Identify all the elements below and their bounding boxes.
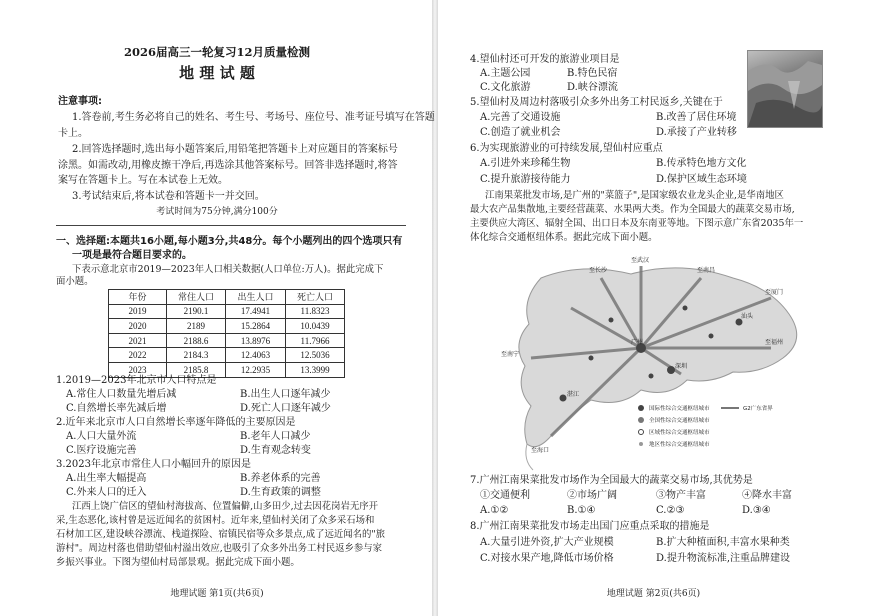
section1-heading: 一、选择题:本题共16小题,每小题3分,共48分。每个小题列出的四个选项只有 xyxy=(56,236,403,247)
q1-option-c[interactable]: C.自然增长率先减后增 xyxy=(66,403,167,414)
table-cell: 2020 xyxy=(109,319,167,334)
q1-option-b[interactable]: B.出生人口逐年减少 xyxy=(240,389,331,400)
table-cell: 12.4063 xyxy=(226,348,286,363)
table-cell: 11.7966 xyxy=(286,333,345,348)
q7-item-3: ③物产丰富 xyxy=(656,490,706,501)
notes-item-3: 3.考试结束后,将本试卷和答题卡一并交回。 xyxy=(72,191,265,202)
footer-right: 地理试题 第2页(共6页) xyxy=(606,589,701,599)
table-cell: 2023 xyxy=(109,362,167,377)
table-cell: 10.0439 xyxy=(286,319,345,334)
q4-stem: 4.望仙村还可开发的旅游业项目是 xyxy=(470,54,620,65)
q2-stem: 2.近年来北京市人口自然增长率逐年降低的主要原因是 xyxy=(56,417,296,428)
table-cell: 15.2864 xyxy=(226,319,286,334)
notes-item-2: 2.回答选择题时,选出每小题答案后,用铅笔把答题卡上对应题目的答案标号 xyxy=(72,144,398,155)
map-label: 至长沙 xyxy=(589,267,608,274)
q1-option-a[interactable]: A.常住人口数量先增后减 xyxy=(66,389,177,400)
q5-stem: 5.望仙村及周边村落吸引众多外出务工村民返乡,关键在于 xyxy=(470,97,723,108)
q6-option-a[interactable]: A.引进外来珍稀生物 xyxy=(480,158,571,169)
q4-option-b[interactable]: B.特色民宿 xyxy=(567,68,618,79)
q2-option-b[interactable]: B.老年人口减少 xyxy=(240,431,311,442)
q5-option-a[interactable]: A.完善了交通设施 xyxy=(480,112,561,123)
table-cell: 2184.3 xyxy=(167,348,226,363)
table-header-cell: 常住人口 xyxy=(167,290,226,305)
passage2-line: 采,生态恶化,该村曾是远近闻名的贫困村。近年来,望仙村关闭了众多采石场和 xyxy=(56,515,375,526)
legend-item: 全国性综合交通枢纽城市 xyxy=(649,418,710,424)
q7-option-a[interactable]: A.①② xyxy=(480,505,509,516)
exam-time: 考试时间为75分钟,满分100分 xyxy=(156,207,278,217)
population-table xyxy=(108,289,345,378)
q5-option-d[interactable]: D.承接了产业转移 xyxy=(656,127,737,138)
q3-option-c[interactable]: C.外来人口的迁入 xyxy=(66,487,147,498)
table-cell: 2185.8 xyxy=(167,362,226,377)
table-cell: 2022 xyxy=(109,348,167,363)
table-cell: 2190.1 xyxy=(167,304,226,319)
hub-shenzhen xyxy=(667,366,675,374)
q3-stem: 3.2023年北京市常住人口小幅回升的原因是 xyxy=(56,459,251,470)
map-label: 至厦门 xyxy=(765,289,784,296)
exam-title: 2026届高三一轮复习12月质量检测 xyxy=(123,45,310,59)
passage2-line: 石材加工区,建设峡谷漂流、栈道探险、宿镇民宿等众多景点,成了远近闻名的"旅 xyxy=(56,529,386,540)
q4-option-d[interactable]: D.峡谷漂流 xyxy=(567,82,618,93)
map-label: 广州 xyxy=(631,339,644,346)
table-cell: 12.5036 xyxy=(286,348,345,363)
table-cell: 12.2935 xyxy=(226,362,286,377)
table-header-cell: 死亡人口 xyxy=(286,290,345,305)
left-page xyxy=(0,0,434,616)
notes-item-1: 1.答卷前,考生务必将自己的姓名、考生号、考场号、座位号、准考证号填写在答题 xyxy=(72,112,435,123)
map-label: 至海口 xyxy=(531,447,550,454)
table-cell: 2189 xyxy=(167,319,226,334)
legend-item: 国际性综合交通枢纽城市 xyxy=(649,406,710,412)
table-row xyxy=(109,304,345,319)
q8-option-b[interactable]: B.扩大种植面积,丰富水果种类 xyxy=(656,537,790,548)
map-label: 至武汉 xyxy=(631,257,650,264)
q6-stem: 6.为实现旅游业的可持续发展,望仙村应重点 xyxy=(470,143,663,154)
q2-option-a[interactable]: A.人口大量外流 xyxy=(66,431,137,442)
table-cell: 13.3999 xyxy=(286,362,345,377)
q7-item-2: ②市场广阔 xyxy=(567,490,617,501)
legend-item: 地区性综合交通枢纽城市 xyxy=(649,442,710,448)
exam-subject: 地 理 试 题 xyxy=(179,64,255,82)
q6-option-c[interactable]: C.提升旅游接待能力 xyxy=(480,174,571,185)
passage2-line: 乡振兴事业。下图为望仙村局部景观。据此完成下面小题。 xyxy=(56,557,300,568)
table-cell: 17.4941 xyxy=(226,304,286,319)
q2-option-c[interactable]: C.医疗设施完善 xyxy=(66,445,137,456)
q4-option-a[interactable]: A.主题公园 xyxy=(480,68,531,79)
q2-option-d[interactable]: D.生育观念转变 xyxy=(240,445,311,456)
q7-option-b[interactable]: B.①④ xyxy=(567,505,596,516)
passage2-line: 江西上饶广信区的望仙村海拔高、位置偏僻,山多田少,过去因花岗岩无序开 xyxy=(72,501,378,512)
divider xyxy=(56,225,406,226)
q7-item-4: ④降水丰富 xyxy=(742,490,792,501)
legend-item: 区域性综合交通枢纽城市 xyxy=(649,430,710,436)
notes-item-2-cont2: 案写在答题卡上。写在本试卷上无效。 xyxy=(58,175,228,186)
q3-option-b[interactable]: B.养老体系的完善 xyxy=(240,473,321,484)
q1-3-intro-cont: 面小题。 xyxy=(56,276,94,287)
section1-heading-cont: 一项是最符合题目要求的。 xyxy=(72,250,192,261)
q1-option-d[interactable]: D.死亡人口逐年减少 xyxy=(240,403,331,414)
notes-item-2-cont: 涂黑。如需改动,用橡皮擦干净后,再选涂其他答案标号。回答非选择题时,将答 xyxy=(58,160,398,171)
q6-option-d[interactable]: D.保护区域生态环境 xyxy=(656,174,747,185)
map-label: 至南宁 xyxy=(501,351,520,358)
legend-item: G2广东省界 xyxy=(743,406,773,412)
notes-item-1-cont: 卡上。 xyxy=(58,128,88,139)
map-label: 深圳 xyxy=(675,363,688,370)
map-label: 汕头 xyxy=(741,313,754,320)
q7-stem: 7.广州江南果菜批发市场作为全国最大的蔬菜交易市场,其优势是 xyxy=(470,475,753,486)
table-cell: 2188.6 xyxy=(167,333,226,348)
passage3-line: 最大农产品集散地,主要经营蔬菜、水果两大类。作为全国最大的蔬菜交易市场, xyxy=(470,204,795,215)
table-row xyxy=(109,319,345,334)
q3-option-a[interactable]: A.出生率大幅提高 xyxy=(66,473,147,484)
table-header-cell: 年份 xyxy=(109,290,167,305)
q3-option-d[interactable]: D.生育政策的调整 xyxy=(240,487,321,498)
q8-stem: 8.广州江南果菜批发市场走出国门应重点采取的措施是 xyxy=(470,521,710,532)
table-cell: 2021 xyxy=(109,333,167,348)
map-label: 至南昌 xyxy=(697,267,716,274)
q4-option-c[interactable]: C.文化旅游 xyxy=(480,82,531,93)
q5-option-b[interactable]: B.改善了居住环境 xyxy=(656,112,737,123)
table-row xyxy=(109,333,345,348)
landscape-photo xyxy=(747,50,823,128)
q8-option-c[interactable]: C.对接水果产地,降低市场价格 xyxy=(480,553,614,564)
q1-3-intro: 下表示意北京市2019—2023年人口相关数据(人口单位:万人)。据此完成下 xyxy=(72,264,384,275)
table-cell: 13.8976 xyxy=(226,333,286,348)
table-cell: 11.8323 xyxy=(286,304,345,319)
table-row xyxy=(109,348,345,363)
q7-option-d[interactable]: D.③④ xyxy=(742,505,771,516)
notes-heading: 注意事项: xyxy=(58,96,102,107)
passage3-line: 江南果菜批发市场,是广州的"菜篮子",是国家级农业龙头企业,是华南地区 xyxy=(485,190,784,201)
q8-option-a[interactable]: A.大量引进外资,扩大产业规模 xyxy=(480,537,614,548)
table-cell: 2019 xyxy=(109,304,167,319)
q5-option-c[interactable]: C.创造了就业机会 xyxy=(480,127,561,138)
q7-item-1: ①交通便利 xyxy=(480,490,530,501)
table-header-row xyxy=(109,290,345,305)
passage3-line: 体化综合交通枢纽体系。据此完成下面小题。 xyxy=(470,232,658,243)
hub-zhanjiang xyxy=(560,395,567,402)
passage3-line: 主要供应大湾区、辐射全国、出口日本及东南亚等地。下图示意广东省2035年一 xyxy=(470,218,804,229)
map-label: 至福州 xyxy=(765,339,784,346)
q6-option-b[interactable]: B.传承特色地方文化 xyxy=(656,158,747,169)
q7-option-c[interactable]: C.②③ xyxy=(656,505,685,516)
q1-stem: 1.2019—2023年北京市人口特点是 xyxy=(56,375,217,386)
footer-left: 地理试题 第1页(共6页) xyxy=(170,589,264,599)
guangdong-transport-map xyxy=(471,248,821,474)
map-label: 湛江 xyxy=(567,391,580,398)
table-header-cell: 出生人口 xyxy=(226,290,286,305)
passage2-line: 游村"。周边村落也借助望仙村溢出效应,也吸引了众多外出务工村民返乡参与家 xyxy=(56,543,383,554)
q8-option-d[interactable]: D.提升物流标准,注重品牌建设 xyxy=(656,553,791,564)
map-legend xyxy=(638,404,773,448)
